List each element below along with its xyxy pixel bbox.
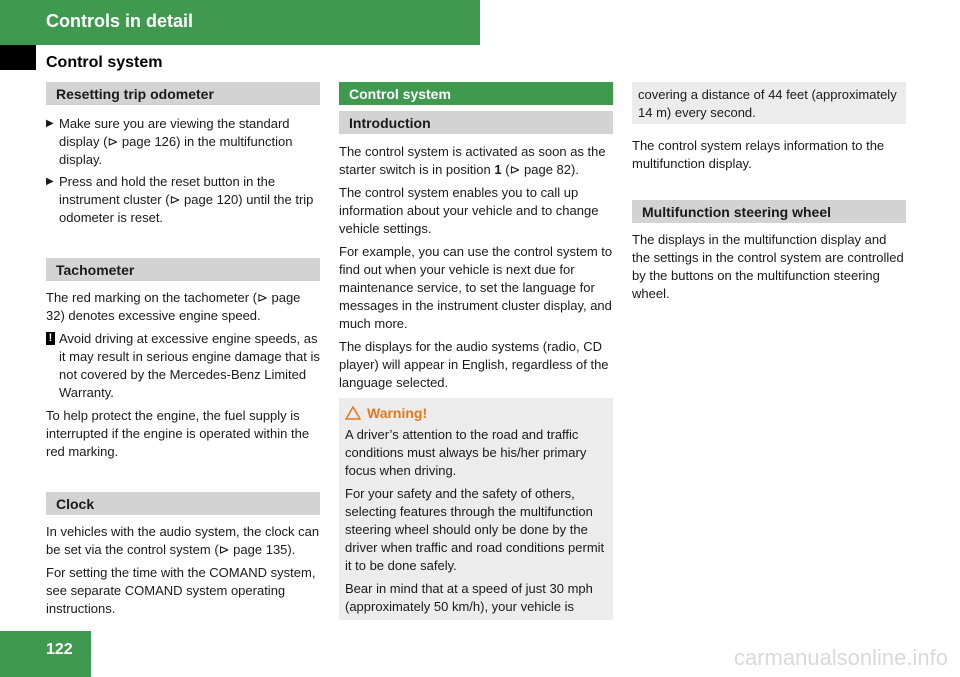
page-number: 122 <box>46 641 73 658</box>
watermark: carmanualsonline.info <box>733 645 948 670</box>
bullet-triangle-icon: ▶ <box>46 176 54 187</box>
paragraph: For example, you can use the control system to find out when your vehicle is next due for maintenance service, to set the language for messages in the instrument cluster display, and much more. <box>339 244 613 331</box>
paragraph: The control system enables you to call up information about your vehicle and to change vehicle settings. <box>339 185 599 236</box>
paragraph: In vehicles with the audio system, the clock can be set via the control system (⊳ page 135). <box>46 524 320 557</box>
warning-box-continued <box>632 82 906 124</box>
paragraph: For setting the time with the COMAND system, see separate COMAND system operating instructions. <box>46 565 316 616</box>
heading-control-system: Control system <box>339 82 613 105</box>
warning-triangle-icon <box>345 406 361 420</box>
heading-introduction: Introduction <box>339 111 613 134</box>
warning-text: covering a distance of 44 feet (approximately 14 m) every second. <box>638 87 897 120</box>
paragraph: The displays for the audio systems (radio, CD player) will appear in English, regardless of the language selected. <box>339 339 609 390</box>
warning-text: A driver’s attention to the road and traffic conditions must always be his/her primary focus when driving. <box>345 427 587 478</box>
warning-heading: Warning! <box>345 404 607 422</box>
list-item: ▶ Press and hold the reset button in the instrument cluster (⊳ page 120) until the trip odometer is reset. <box>46 174 314 225</box>
section-title: Control system <box>46 54 163 71</box>
chapter-title: Controls in detail <box>46 11 194 31</box>
column-1 <box>46 82 320 618</box>
heading-clock: Clock <box>46 492 320 515</box>
heading-tachometer: Tachometer <box>46 258 320 281</box>
paragraph: The control system is activated as soon as the starter switch is in position 1 (⊳ page 82). <box>339 144 606 177</box>
list-item: ▶ Make sure you are viewing the standard display (⊳ page 126) in the multifunction display. <box>46 116 293 167</box>
warning-text: For your safety and the safety of others, selecting features through the multifunction steering wheel should only be done by the driver when traffic and road conditions permit it to be done safely. <box>345 486 605 573</box>
column-2 <box>339 82 613 620</box>
exclamation-icon: ! <box>46 332 55 345</box>
heading-multifunction-steering-wheel: Multifunction steering wheel <box>632 200 906 223</box>
warning-box <box>339 398 613 620</box>
paragraph: The red marking on the tachometer (⊳ page 32) denotes excessive engine speed. <box>46 290 301 323</box>
paragraph: The control system relays information to the multifunction display. <box>632 138 885 171</box>
bullet-triangle-icon: ▶ <box>46 118 54 129</box>
caution-note: ! Avoid driving at excessive engine speeds, as it may result in serious engine damage that is not covered by the Mercedes-Benz Limited Warranty. <box>46 330 320 402</box>
warning-text: Bear in mind that at a speed of just 30 mph (approximately 50 km/h), your vehicle is <box>345 581 593 614</box>
column-3 <box>632 82 906 303</box>
paragraph: The displays in the multifunction display and the settings in the control system are controlled by the buttons on the multifunction steering wheel. <box>632 232 904 301</box>
heading-resetting-trip-odometer: Resetting trip odometer <box>46 82 320 105</box>
section-marker <box>0 45 36 70</box>
paragraph: To help protect the engine, the fuel supply is interrupted if the engine is operated within the red marking. <box>46 408 310 459</box>
